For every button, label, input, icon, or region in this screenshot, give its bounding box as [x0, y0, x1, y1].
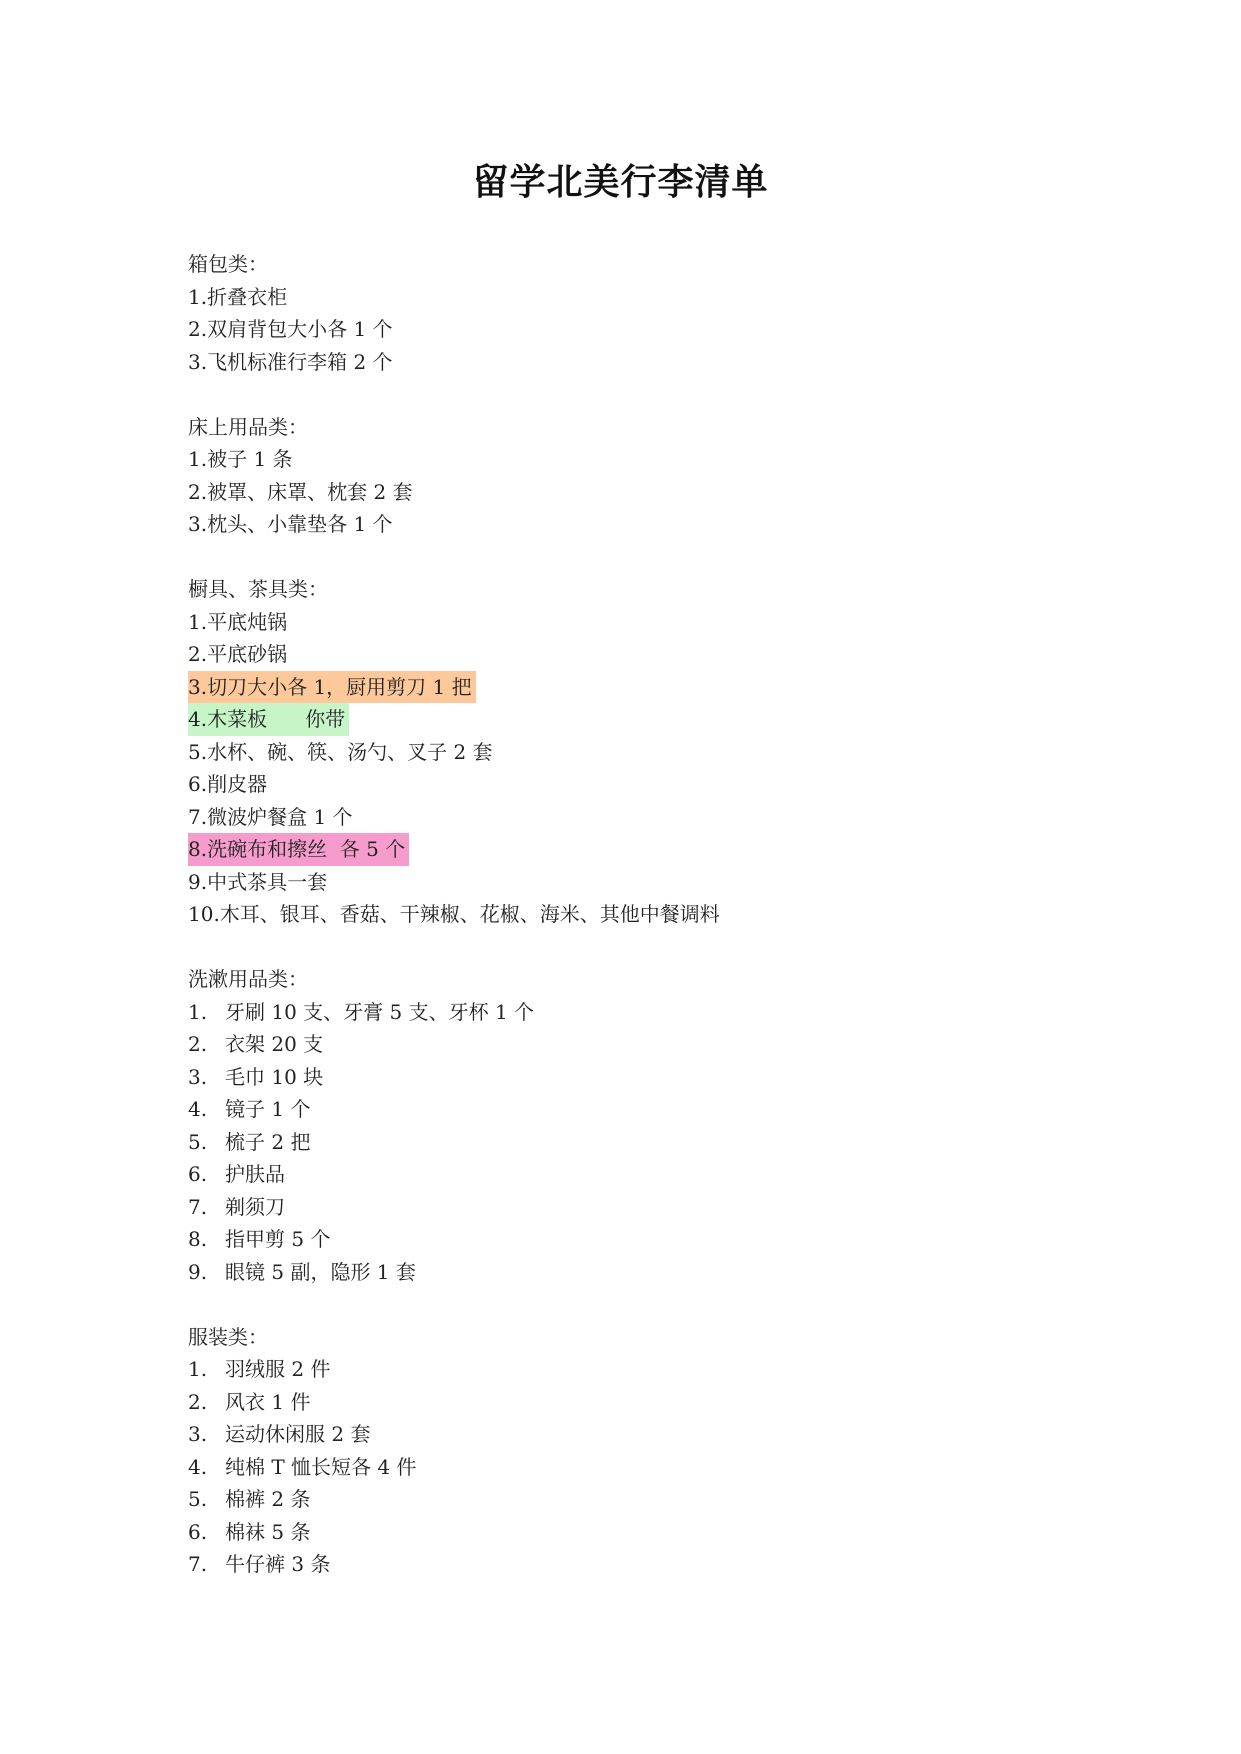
list-number: 7. — [188, 1194, 208, 1219]
list-item: 6. 护肤品 — [188, 1158, 1088, 1191]
list-item: 3. 运动休闲服 2 套 — [188, 1418, 1088, 1451]
section-heading-bedding: 床上用品类： — [188, 414, 308, 439]
list-item: 4. 纯棉 T 恤长短各 4 件 — [188, 1451, 1088, 1484]
list-number: 2. — [188, 1032, 208, 1056]
list-item: 7. 牛仔裤 3 条 — [188, 1548, 1088, 1581]
list-number: 4. — [188, 1454, 208, 1479]
section-spacer — [188, 931, 1088, 964]
list-item-highlighted-pink: 8.洗碗布和擦丝 各 5 个 — [188, 833, 1088, 866]
list-item: 7. 剃须刀 — [188, 1191, 1088, 1224]
list-item: 7.微波炉餐盒 1 个 — [188, 804, 353, 829]
list-number: 1. — [188, 999, 208, 1024]
section-spacer — [188, 541, 1088, 574]
list-number: 9. — [188, 1259, 208, 1284]
list-item: 5.水杯、碗、筷、汤勺、叉子 2 套 — [188, 739, 493, 764]
list-item: 5. 棉裤 2 条 — [188, 1483, 1088, 1516]
list-item: 6.削皮器 — [188, 772, 268, 796]
section-heading-clothing: 服装类： — [188, 1324, 268, 1349]
list-number: 5. — [188, 1129, 208, 1154]
list-item-highlighted-orange: 3.切刀大小各 1，厨用剪刀 1 把 — [188, 671, 1088, 704]
list-item: 9.中式茶具一套 — [188, 869, 328, 894]
section-heading-luggage: 箱包类： — [188, 252, 268, 276]
list-item: 2.双肩背包大小各 1 个 — [188, 317, 393, 341]
document-body — [188, 248, 1088, 1581]
list-item: 1.被子 1 条 — [188, 447, 293, 471]
list-item: 2. 风衣 1 件 — [188, 1386, 1088, 1419]
list-number: 1. — [188, 1357, 208, 1381]
list-number: 3. — [188, 1064, 208, 1089]
list-item: 1. 牙刷 10 支、牙膏 5 支、牙杯 1 个 — [188, 996, 1088, 1029]
page-title: 留学北美行李清单 — [472, 161, 769, 203]
list-item: 2.平底砂锅 — [188, 642, 288, 666]
list-item: 6. 棉袜 5 条 — [188, 1516, 1088, 1549]
list-item: 1.平底炖锅 — [188, 609, 288, 634]
section-heading-toiletries: 洗漱用品类： — [188, 967, 308, 991]
list-item: 5. 梳子 2 把 — [188, 1126, 1088, 1159]
list-number: 8. — [188, 1227, 208, 1251]
list-number: 4. — [188, 1097, 208, 1121]
list-number: 6. — [188, 1519, 208, 1544]
list-item: 8. 指甲剪 5 个 — [188, 1223, 1088, 1256]
list-item: 2. 衣架 20 支 — [188, 1028, 1088, 1061]
list-item: 3.飞机标准行李箱 2 个 — [188, 349, 393, 374]
list-number: 3. — [188, 1422, 208, 1446]
list-number: 2. — [188, 1389, 208, 1414]
list-number: 7. — [188, 1552, 208, 1576]
section-spacer — [188, 1288, 1088, 1321]
section-heading-kitchenware: 橱具、茶具类： — [188, 577, 328, 601]
list-item: 1.折叠衣柜 — [188, 284, 288, 309]
list-item: 4. 镜子 1 个 — [188, 1093, 1088, 1126]
list-item: 2.被罩、床罩、枕套 2 套 — [188, 479, 413, 504]
list-item: 10.木耳、银耳、香菇、干辣椒、花椒、海米、其他中餐调料 — [188, 902, 720, 926]
list-item: 1. 羽绒服 2 件 — [188, 1353, 1088, 1386]
list-item-highlighted-green: 4.木菜板 你带 — [188, 703, 1088, 736]
list-item: 3. 毛巾 10 块 — [188, 1061, 1088, 1094]
list-number: 5. — [188, 1487, 208, 1511]
list-number: 6. — [188, 1162, 208, 1186]
list-item: 9. 眼镜 5 副，隐形 1 套 — [188, 1256, 1088, 1289]
section-spacer — [188, 378, 1088, 411]
list-item: 3.枕头、小靠垫各 1 个 — [188, 512, 393, 536]
